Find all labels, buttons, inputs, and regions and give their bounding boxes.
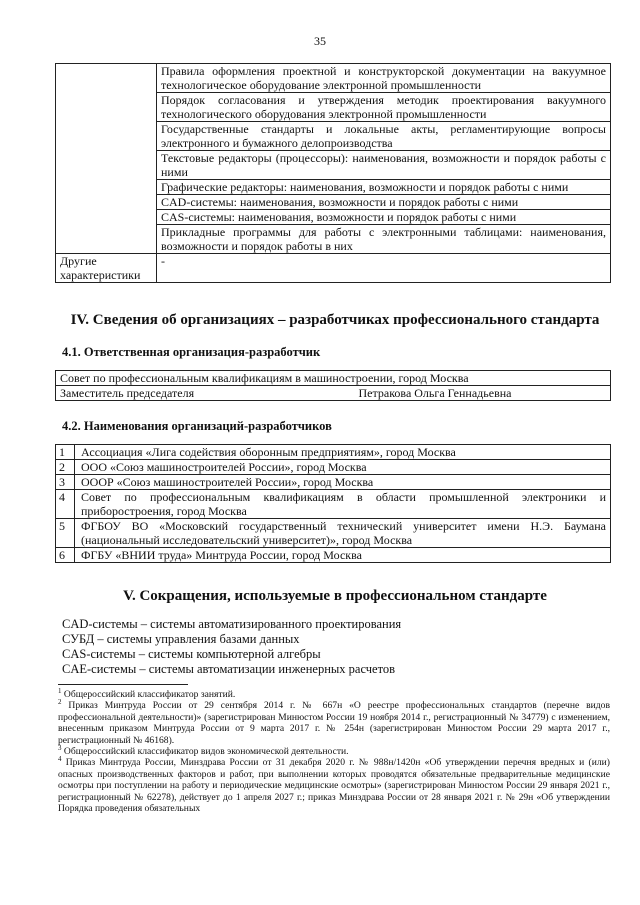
knowledge-item: Графические редакторы: наименования, возможности и порядок работы с ними (157, 180, 611, 195)
table-row (56, 371, 611, 386)
section-4-1-title: 4.1. Ответственная организация-разработчик (62, 345, 321, 359)
knowledge-item: Прикладные программы для работы с электронными таблицами: наименования, возможности и порядок работы в них (157, 225, 611, 254)
row-number: 2 (56, 460, 75, 475)
table-row (56, 460, 611, 475)
footnote-divider (58, 684, 188, 685)
org-name: ФГБОУ ВО «Московский государственный технический университет имени Н.Э. Баумана (национальный исследовательский университет)», город Москва (75, 519, 611, 548)
knowledge-item: CAS-системы: наименования, возможности и порядок работы с ними (157, 210, 611, 225)
org-name: ФГБУ «ВНИИ труда» Минтруда России, город Москва (75, 548, 611, 563)
footnote: $^4$ Приказ Минтруда России, Минздрава России от 31 декабря 2020 г. № 988н/1420н «Об утверждении перечня вредных и (или) опасных производственных факторов и работ, при выполнении которых проводятся обязательные предварительные медицинские осмотры при поступлении на работу и периодические медицинские осмотры» (зарегистрирован Минюстом России 29 января 2021 г., регистрационный № 62278), действует до 1 апреля 2027 г.; приказ Минздрава России от 28 января 2021 г. № 29н «Об утверждении Порядка проведения обязательных (58, 755, 610, 815)
row-number: 5 (56, 519, 75, 548)
table-row (56, 519, 611, 548)
knowledge-item: Государственные стандарты и локальные акты, регламентирующие вопросы электронного и бумажного делопроизводства (157, 122, 611, 151)
knowledge-item: Текстовые редакторы (процессоры): наименования, возможности и порядок работы с ними (157, 151, 611, 180)
section-5-title: V. Сокращения, используемые в профессиональном стандарте (123, 588, 547, 604)
abbreviation-item: СУБД – системы управления базами данных (62, 632, 300, 646)
org-name: Совет по профессиональным квалификациям в области промышленной электроники и приборостроения, город Москва (75, 490, 611, 519)
org-name: ООО «Союз машиностроителей России», город Москва (75, 460, 611, 475)
abbreviation-item: CAE-системы – системы автоматизации инженерных расчетов (62, 662, 396, 676)
knowledge-table (55, 63, 611, 283)
row-number: 3 (56, 475, 75, 490)
responsible-org-table (55, 370, 611, 401)
abbreviation-item: CAD-системы – системы автоматизированного проектирования (62, 617, 402, 631)
table-row (56, 254, 611, 283)
footnotes (58, 686, 610, 815)
other-characteristics-value: - (157, 254, 611, 283)
footnote: $^2$ Приказ Минтруда России от 29 сентября 2014 г. № 667н «О реестре профессиональных стандартов (перечне видов профессиональной деятельности)» (зарегистрирован Минюстом России 19 ноября 2014 г., регистрационный № 34779) с изменением, внесенным приказом Минтруда России от 9 марта 2017 г. № 254н (зарегистрирован Минюстом России 29 марта 2017 г., регистрационный № 46168). (58, 698, 610, 746)
responsible-person: Петракова Ольга Геннадьевна (249, 386, 611, 401)
org-name: Ассоциация «Лига содействия оборонным предприятиям», город Москва (75, 445, 611, 460)
knowledge-item: CAD-системы: наименования, возможности и порядок работы с ними (157, 195, 611, 210)
footnote: $^3$ Общероссийский классификатор видов экономической деятельности. (58, 743, 349, 758)
table-cell-empty (56, 64, 157, 254)
responsible-org-name: Совет по профессиональным квалификациям в машиностроении, город Москва (56, 371, 611, 386)
row-number: 1 (56, 445, 75, 460)
other-characteristics-label: Другие характеристики (56, 254, 157, 283)
footnote: $^1$ Общероссийский классификатор занятий. (58, 686, 236, 700)
row-number: 4 (56, 490, 75, 519)
developer-orgs-table (55, 444, 611, 563)
section-4-title: IV. Сведения об организациях – разработчиках профессионального стандарта (70, 312, 600, 328)
table-row (56, 548, 611, 563)
section-4-2-title: 4.2. Наименования организаций-разработчиков (62, 419, 332, 433)
responsible-position: Заместитель председателя (56, 386, 249, 401)
knowledge-item: Правила оформления проектной и конструкторской документации на вакуумное технологическое оборудование электронной промышленности (157, 64, 611, 93)
table-row (56, 445, 611, 460)
page-number: 35 (314, 34, 326, 48)
table-row (56, 64, 611, 93)
table-row (56, 475, 611, 490)
abbreviation-item: CAS-системы – системы компьютерной алгебры (62, 647, 321, 661)
row-number: 6 (56, 548, 75, 563)
table-row (56, 490, 611, 519)
table-row (56, 386, 611, 401)
org-name: ОООР «Союз машиностроителей России», город Москва (75, 475, 611, 490)
knowledge-item: Порядок согласования и утверждения методик проектирования вакуумного технологического оборудования электронной промышленности (157, 93, 611, 122)
